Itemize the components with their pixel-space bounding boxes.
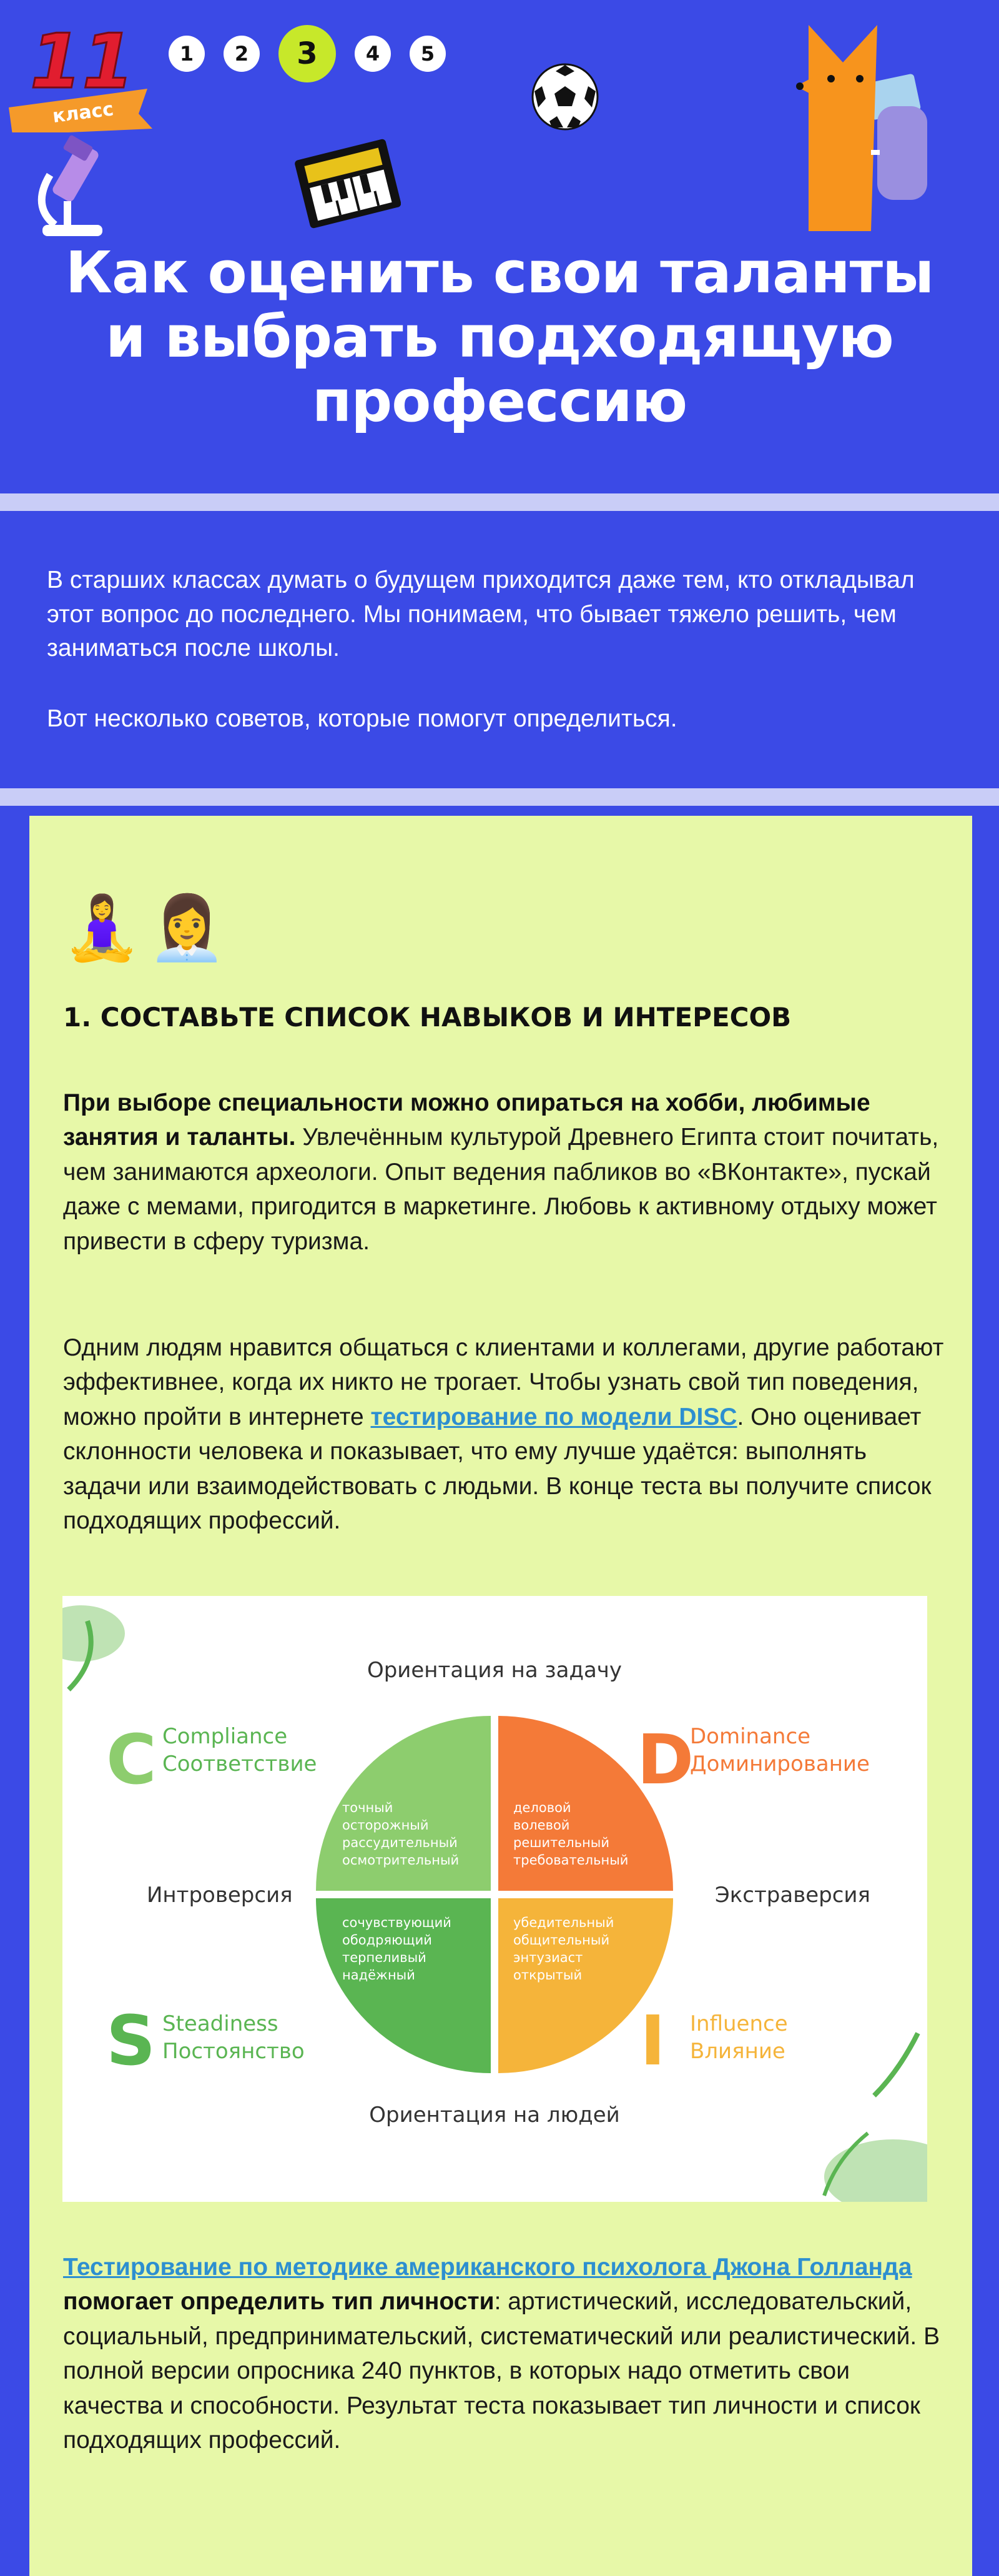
- trait-d-3: решительный: [513, 1835, 610, 1850]
- d-russian: Доминирование: [690, 1751, 870, 1776]
- title-line-3: профессию: [312, 368, 687, 435]
- leaf-decoration: [874, 2033, 918, 2096]
- trait-s-3: терпеливый: [342, 1950, 426, 1965]
- disc-diagram-graphic: [62, 1596, 927, 2202]
- intro-paragraph-2: Вот несколько советов, которые помогут определиться.: [47, 705, 677, 732]
- title-line-1: Как оценить свои таланты: [65, 239, 934, 306]
- s-english: Steadiness: [162, 2011, 278, 2036]
- paragraph-skills: [63, 1086, 950, 1259]
- letter-c: C: [106, 1720, 157, 1800]
- leaf-decoration: [824, 2139, 927, 2202]
- intro-paragraph-1: В старших классах думать о будущем приходится даже тем, кто откладывал этот вопрос до последнего. Мы понимаем, что бывает тяжело решить, чем заниматься после школы.: [47, 567, 915, 662]
- trait-s-1: сочувствующий: [342, 1915, 451, 1930]
- step-4[interactable]: 4: [355, 36, 391, 72]
- axis-bottom-label: Ориентация на людей: [369, 2103, 620, 2128]
- trait-c-4: осмотрительный: [342, 1853, 460, 1868]
- axis-right-label: Экстраверсия: [715, 1883, 870, 1908]
- letter-i: I: [640, 2001, 666, 2081]
- disc-test-link[interactable]: тестирование по модели DISC: [370, 1403, 737, 1430]
- grade-badge: [5, 14, 155, 132]
- soccer-ball-icon: [531, 62, 599, 131]
- trait-s-2: ободряющий: [342, 1933, 432, 1948]
- synthesizer-icon: [295, 136, 401, 230]
- trait-d-2: волевой: [513, 1818, 570, 1833]
- step-indicator: [169, 25, 446, 82]
- paragraph-disc-outro: . Оно оценивает склонности человека и показывает, что ему лучше удаётся: выполнять задачи или взаимодействовать с людьми. В конце теста вы получите список подходящих профессий.: [63, 1403, 932, 1534]
- holland-test-link[interactable]: Тестирование по методике американского психолога Джона Голланда: [63, 2254, 912, 2281]
- c-english: Compliance: [162, 1724, 288, 1749]
- step-1[interactable]: 1: [169, 36, 205, 72]
- title-line-2: и выбрать подходящую: [106, 304, 893, 371]
- grade-number: 11: [30, 19, 134, 106]
- page-title: [0, 240, 999, 433]
- hero-banner: [0, 0, 999, 493]
- leaf-decoration: [62, 1605, 125, 1662]
- office-worker-emoji-icon: 👩‍💼: [148, 893, 226, 963]
- axis-top-label: Ориентация на задачу: [367, 1658, 623, 1683]
- i-russian: Влияние: [690, 2039, 785, 2064]
- step-3-current[interactable]: 3: [278, 25, 336, 82]
- grade-label: класс: [51, 98, 115, 128]
- s-russian: Постоянство: [162, 2039, 305, 2064]
- step-5[interactable]: 5: [410, 36, 446, 72]
- divider: [0, 788, 999, 806]
- microscope-icon: [25, 131, 112, 250]
- trait-i-3: энтузиаст: [513, 1950, 583, 1965]
- paragraph-holland-body: : артистический, исследовательский, социальный, предпринимательский, систематический или реалистический. В полной версии опросника 240 пунктов, в которых надо отметить свои качества и способности. Результат теста показывает тип личности и список подходящих профессий.: [63, 2288, 940, 2454]
- fox-mascot: [784, 19, 946, 231]
- step-2[interactable]: 2: [224, 36, 260, 72]
- meditation-emoji-icon: 🧘‍♀️: [63, 893, 141, 963]
- trait-i-2: общительный: [513, 1933, 610, 1948]
- disc-diagram: [62, 1596, 927, 2202]
- paragraph-holland-bold: помогает определить тип личности: [63, 2288, 495, 2316]
- axis-left-label: Интроверсия: [147, 1883, 293, 1908]
- trait-i-4: открытый: [513, 1968, 583, 1983]
- letter-d: D: [637, 1720, 694, 1800]
- paragraph-holland: [63, 2250, 950, 2457]
- paragraph-skills-lead: При выборе специальности можно опираться на хобби, любимые занятия и таланты.: [63, 1089, 870, 1151]
- trait-c-3: рассудительный: [342, 1835, 458, 1850]
- trait-s-4: надёжный: [342, 1968, 415, 1983]
- d-english: Dominance: [690, 1724, 811, 1749]
- trait-c-1: точный: [342, 1800, 393, 1815]
- paragraph-disc: [63, 1330, 950, 1538]
- intro-section: [0, 513, 999, 788]
- paragraph-disc-intro: Одним людям нравится общаться с клиентами и коллегами, другие работают эффективнее, когда их никто не трогает. Чтобы узнать свой тип поведения, можно пройти в интернете: [63, 1334, 944, 1430]
- trait-c-2: осторожный: [342, 1818, 429, 1833]
- trait-d-4: требовательный: [513, 1853, 629, 1868]
- divider: [0, 493, 999, 511]
- grade-badge-graphic: [5, 14, 155, 132]
- trait-i-1: убедительный: [513, 1915, 614, 1930]
- section-heading: 1. СОСТАВЬТЕ СПИСОК НАВЫКОВ И ИНТЕРЕСОВ: [63, 1002, 792, 1033]
- paragraph-skills-body: Увлечённым культурой Древнего Египта стоит почитать, чем занимаются археологи. Опыт ведения пабликов во «ВКонтакте», пускай даже с мемами, пригодится в маркетинге. Любовь к активному отдыху может привести в сферу туризма.: [63, 1124, 939, 1255]
- i-english: Influence: [690, 2011, 788, 2036]
- trait-d-1: деловой: [513, 1800, 571, 1815]
- c-russian: Соответствие: [162, 1751, 317, 1776]
- letter-s: S: [106, 2001, 156, 2081]
